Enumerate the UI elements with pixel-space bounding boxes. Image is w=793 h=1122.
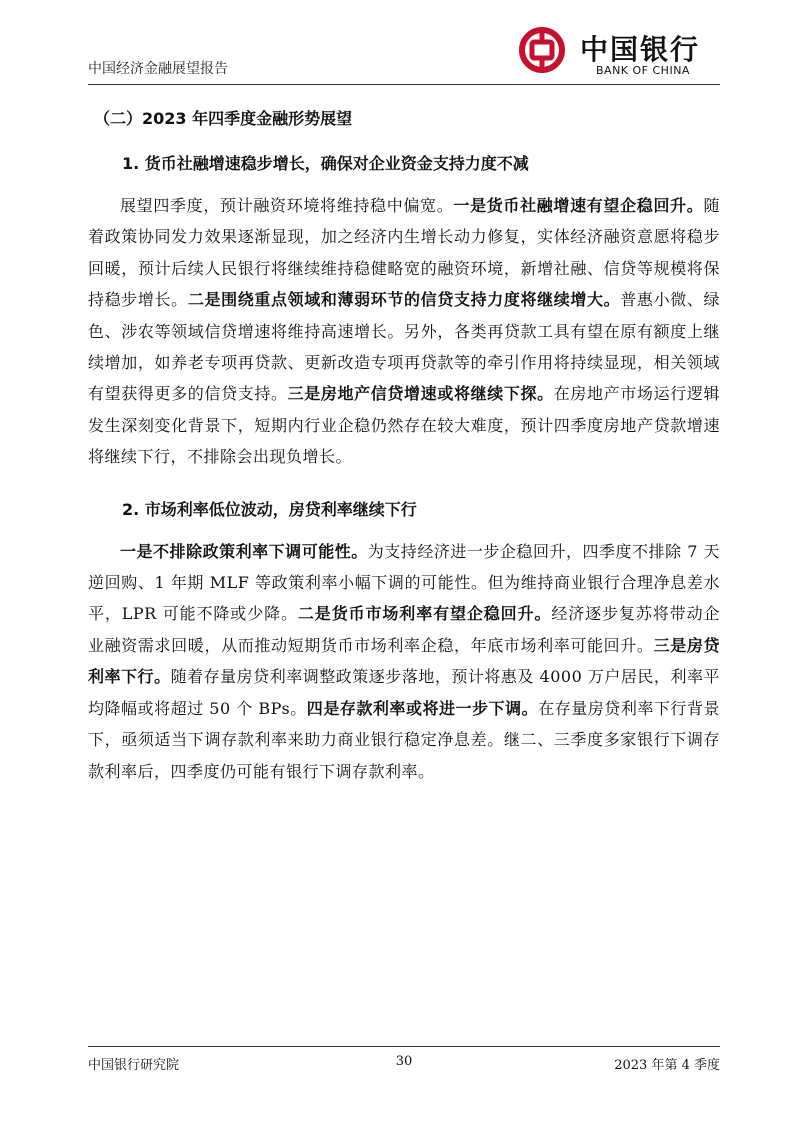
logo-english-name: BANK OF CHINA — [596, 64, 690, 77]
bold-phrase: 二是货币市场利率有望企稳回升。 — [297, 604, 552, 624]
text-run: 随着政策协同发力效果逐渐显现，加之经济内生增长动力修复，实体经济融资意愿将稳步回暖，预计后续人民银行将继续维持稳健略宽的融资环境，新增社融、信贷等规模将保持稳步增长。 — [88, 196, 720, 310]
bold-phrase: 一是货币社融增速有望企稳回升。 — [453, 196, 704, 215]
text-run: 经济逐步复苏将带动企业融资需求回暖，从而推动短期货币市场利率企稳，年底市场利率可能回升。 — [88, 604, 720, 655]
page-content — [88, 100, 720, 811]
subsection-2-paragraph — [88, 536, 720, 787]
footer-institute: 中国银行研究院 — [88, 1058, 180, 1073]
page-number: 30 — [395, 1054, 413, 1069]
bank-of-china-logo — [518, 26, 718, 80]
text-run: 随着存量房贷利率调整政策逐步落地，预计将惠及 4000 万户居民，利率平均降幅或将超过 50 个 BPs。 — [88, 667, 720, 718]
bold-phrase: 二是围绕重点领域和薄弱环节的信贷支持力度将继续增大。 — [187, 290, 621, 310]
text-run: 展望四季度，预计融资环境将维持稳中偏宽。 — [120, 196, 454, 215]
subsection-1-heading: 1. 货币社融增速稳步增长，确保对企业资金支持力度不减 — [122, 154, 529, 173]
bank-of-china-emblem-icon — [518, 26, 566, 74]
logo-chinese-name: 中国银行 — [580, 33, 701, 66]
subsection-1-paragraph — [88, 190, 720, 473]
footer-divider — [88, 1046, 720, 1047]
text-run: 为支持经济进一步企稳回升，四季度不排除 7 天逆回购、1 年期 MLF 等政策利率小幅下调的可能性。但为维持商业银行合理净息差水平，LPR 可能不降或少降。 — [88, 541, 720, 624]
header-divider — [88, 84, 720, 85]
text-run: 普惠小微、绿色、涉农等领域信贷增速将维持高速增长。另外，各类再贷款工具有望在原有额度上继续增加，如养老专项再贷款、更新改造专项再贷款等的牵引作用将持续显现，相关领域有望获得更多的信贷支持。 — [88, 290, 720, 404]
bold-phrase: 四是存款利率或将进一步下调。 — [306, 698, 539, 718]
report-title: 中国经济金融展望报告 — [88, 61, 228, 77]
subsection-2-heading: 2. 市场利率低位波动，房贷利率继续下行 — [122, 499, 417, 519]
bold-phrase: 三是房地产信贷增速或将继续下探。 — [287, 384, 554, 404]
bold-phrase: 一是不排除政策利率下调可能性。 — [120, 541, 368, 561]
section-title: （二）2023 年四季度金融形势展望 — [94, 109, 353, 128]
bold-phrase: 三是房贷利率下行。 — [88, 635, 720, 687]
page-header — [88, 0, 718, 90]
text-run: 在存量房贷利率下行背景下，亟须适当下调存款利率来助力商业银行稳定净息差。继二、三季度多家银行下调存款利率后，四季度仍可能有银行下调存款利率。 — [88, 698, 720, 781]
page-footer — [88, 1054, 720, 1074]
footer-period: 2023 年第 4 季度 — [614, 1058, 720, 1073]
text-run: 在房地产市场运行逻辑发生深刻变化背景下，短期内行业企稳仍然存在较大难度，预计四季度房地产贷款增速将继续下行，不排除会出现负增长。 — [88, 384, 720, 467]
